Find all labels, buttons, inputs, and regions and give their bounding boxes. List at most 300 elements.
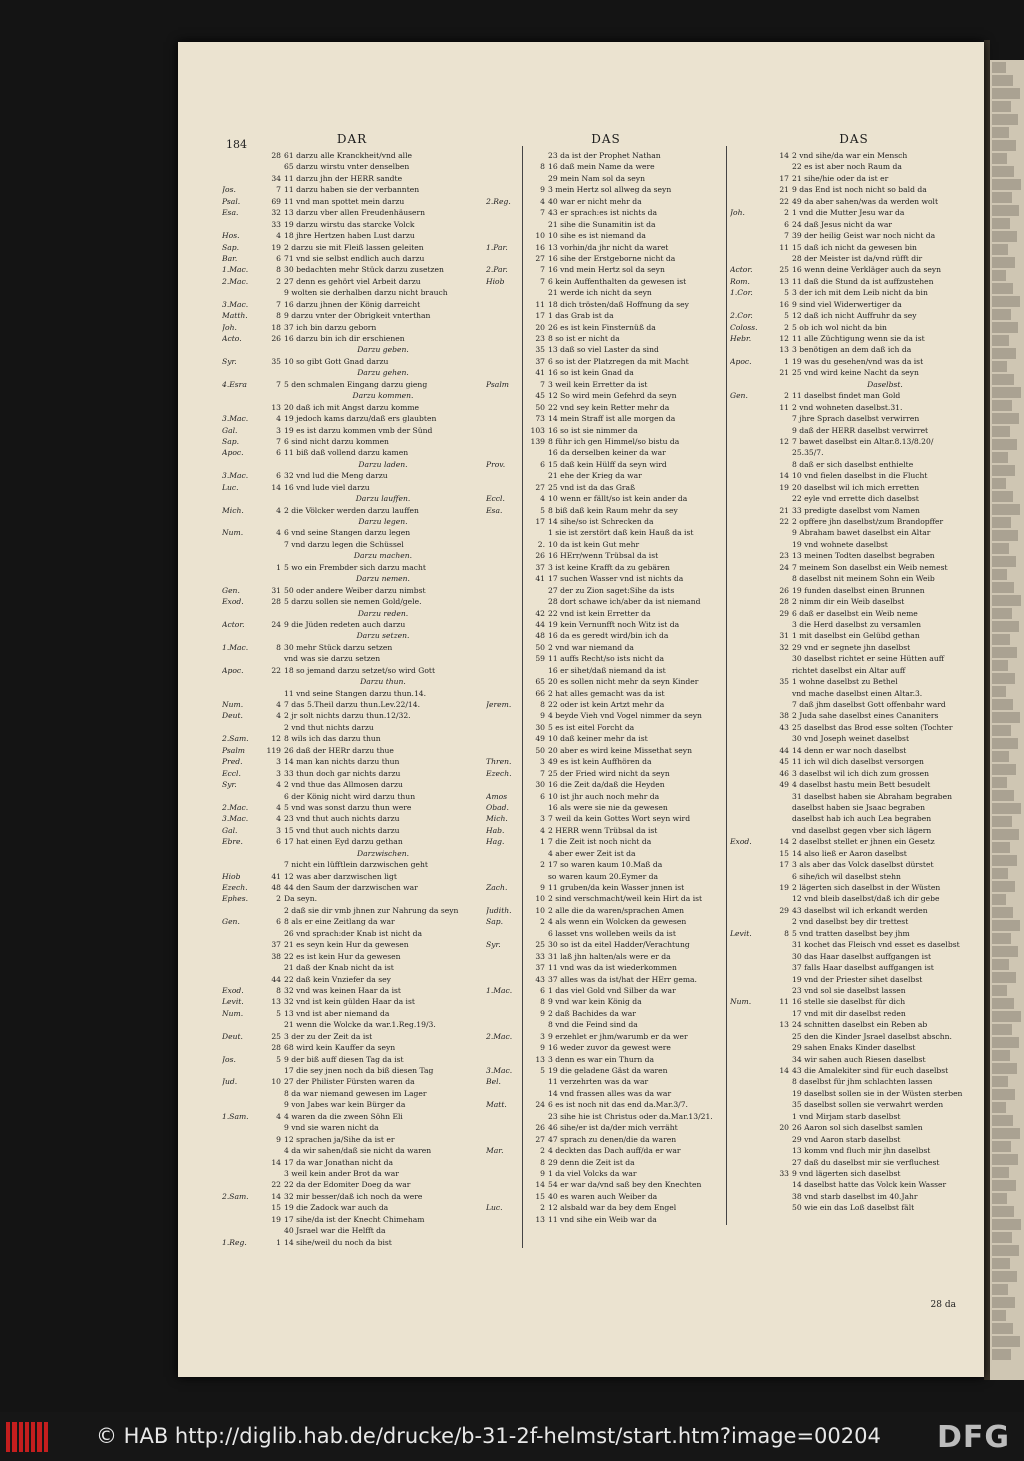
concordance-line (222, 756, 482, 767)
column-header: DAS (839, 132, 869, 146)
concordance-chapter: 6 (276, 471, 281, 481)
concordance-chapter: 35 (271, 356, 281, 366)
concordance-chapter: 5 (784, 311, 789, 321)
concordance-text: 3 weil kein Erretter da ist (548, 379, 648, 389)
concordance-line (486, 951, 726, 962)
concordance-chapter: 13 (779, 1020, 789, 1030)
concordance-book (486, 333, 530, 344)
concordance-chapter: 26 (535, 551, 545, 561)
concordance-chapter: 7 (276, 185, 281, 195)
footer-bar (0, 1412, 1024, 1461)
concordance-line (486, 493, 726, 504)
concordance-book (730, 425, 774, 436)
concordance-line (730, 974, 978, 985)
concordance-book: Judith. (486, 905, 512, 915)
concordance-line (222, 985, 482, 996)
concordance-text: 5 vnd tratten daselbst bey jhm (792, 928, 910, 938)
concordance-text: 17 da war Jonathan nicht da (284, 1157, 394, 1167)
concordance-line (486, 1191, 726, 1202)
concordance-book (486, 390, 530, 401)
concordance-chapter: 4 (540, 494, 545, 504)
concordance-chapter: 8 (540, 700, 545, 709)
concordance-book: Eccl. (486, 494, 505, 504)
concordance-book (486, 642, 530, 653)
concordance-text: Darzwischen. (356, 848, 409, 858)
concordance-text: 24 daß Jesus nicht da war (792, 219, 892, 229)
concordance-chapter: 5 (276, 1054, 281, 1064)
concordance-text: 50 oder andere Weiber darzu nimbst (284, 585, 426, 595)
column-das-2 (730, 132, 978, 1214)
concordance-chapter (530, 287, 548, 298)
concordance-book: 1.Reg. (222, 1237, 247, 1247)
concordance-book: Num. (222, 528, 244, 538)
concordance-chapter (774, 1191, 792, 1202)
concordance-text: 26 es ist kein Finsternüß da (548, 322, 656, 332)
column-dar (222, 132, 482, 1248)
concordance-text: 32 mir besser/daß ich noch da were (284, 1191, 423, 1201)
concordance-book: Acto. (222, 334, 242, 343)
concordance-line (730, 1145, 978, 1156)
concordance-text: 9 vnd lägerten sich daselbst (792, 1168, 901, 1178)
concordance-chapter: 8 (784, 928, 789, 938)
concordance-text: 2 daß sie dir vmb jhnen zur Nahrung da seyn (284, 905, 459, 915)
concordance-line (222, 1145, 482, 1156)
concordance-chapter: 2 (540, 917, 545, 927)
concordance-chapter: 25 (271, 1031, 281, 1041)
concordance-line (486, 699, 726, 710)
concordance-line (486, 1019, 726, 1030)
concordance-book (730, 596, 774, 607)
concordance-line (730, 310, 978, 321)
concordance-line (730, 745, 978, 756)
concordance-text: 31 kochet das Fleisch vnd esset es daselbst (792, 940, 960, 950)
concordance-book (486, 539, 530, 550)
concordance-chapter (774, 253, 792, 264)
concordance-book (222, 562, 266, 573)
concordance-line (222, 196, 482, 207)
concordance-chapter: 38 (271, 951, 281, 961)
concordance-book (486, 1157, 530, 1168)
concordance-chapter: 65 (535, 677, 545, 687)
concordance-text: 3 ist keine Krafft da zu gebären (548, 562, 670, 572)
concordance-line (486, 425, 726, 436)
concordance-chapter: 2 (784, 322, 789, 332)
concordance-book (730, 802, 774, 813)
concordance-book (222, 791, 266, 802)
concordance-line (730, 356, 978, 367)
concordance-chapter (266, 459, 284, 470)
concordance-text: 18 so jemand darzu setzet/so wird Gott (284, 665, 436, 675)
concordance-text: 21 ehe der Krieg da war (548, 471, 642, 481)
concordance-line (730, 928, 978, 939)
concordance-line (730, 699, 978, 710)
dfg-logo: DFG (936, 1420, 1010, 1455)
concordance-chapter (266, 653, 284, 664)
concordance-text: 2 daselbst stellet er jhnen ein Gesetz (792, 837, 935, 847)
concordance-chapter (266, 905, 284, 916)
concordance-book (222, 905, 266, 916)
concordance-chapter (774, 813, 792, 824)
concordance-chapter (266, 573, 284, 584)
concordance-book (730, 1076, 774, 1087)
concordance-text: 40 es waren auch Weiber da (548, 1191, 658, 1201)
concordance-book (486, 1042, 530, 1053)
concordance-book (222, 1168, 266, 1179)
concordance-line (486, 665, 726, 676)
concordance-text: 19 vnd wohnete daselbst (792, 539, 888, 549)
concordance-text: 47 sprach zu denen/die da waren (548, 1134, 677, 1144)
concordance-line (222, 207, 482, 218)
concordance-line (222, 642, 482, 653)
concordance-chapter (266, 287, 284, 298)
concordance-chapter: 66 (535, 688, 545, 698)
concordance-book: Obad. (486, 802, 509, 812)
concordance-book: Apoc. (730, 356, 752, 366)
concordance-line (486, 173, 726, 184)
concordance-text: 8 so ist er nicht da (548, 334, 620, 343)
concordance-book: Hab. (486, 825, 505, 835)
concordance-book (730, 253, 774, 264)
concordance-line (486, 196, 726, 207)
concordance-line (222, 184, 482, 195)
concordance-book (486, 585, 530, 596)
concordance-book: 1.Mac. (486, 985, 513, 995)
concordance-text: 16 darzu bin ich dir erschienen (284, 334, 405, 343)
concordance-chapter (530, 173, 548, 184)
concordance-line (730, 1168, 978, 1179)
concordance-book (730, 447, 774, 458)
concordance-chapter: 103 (530, 425, 545, 435)
concordance-text: 13 daß so viel Laster da sind (548, 345, 659, 355)
concordance-text: 16 wenn deine Verkläger auch da seyn (792, 265, 942, 275)
concordance-text: 16 vnd mein Hertz sol da seyn (548, 265, 665, 275)
concordance-book: Mar. (486, 1146, 504, 1156)
concordance-text: 16 er sihet/daß niemand da ist (548, 665, 666, 675)
concordance-book (222, 1145, 266, 1156)
concordance-text: 43 die Amalekiter sind für euch daselbst (792, 1066, 949, 1075)
concordance-chapter (266, 1065, 284, 1076)
concordance-book: Psalm (486, 379, 509, 389)
concordance-text: daselbst haben sie Jsaac begraben (792, 802, 926, 812)
concordance-chapter: 19 (271, 242, 281, 252)
concordance-chapter: 14 (271, 482, 281, 492)
concordance-text: 9 die Jüden redeten auch darzu (284, 619, 406, 629)
concordance-line (222, 539, 482, 550)
concordance-chapter: 32 (271, 208, 281, 218)
concordance-text: 18 dich trösten/daß Hoffnung da sey (548, 299, 689, 309)
concordance-line (730, 1157, 978, 1168)
concordance-chapter: 8 (540, 997, 545, 1007)
concordance-book (730, 196, 774, 207)
concordance-book: Pred. (222, 757, 243, 767)
concordance-text: 31 daselbst haben sie Abraham begraben (792, 791, 952, 801)
concordance-line (730, 527, 978, 538)
concordance-line (222, 699, 482, 710)
concordance-book: Luc. (486, 1203, 503, 1213)
concordance-book: 3.Mac. (222, 471, 249, 481)
concordance-text: 9 der biß auff diesen Tag da ist (284, 1054, 404, 1064)
concordance-text: 23 da ist der Prophet Nathan (548, 151, 661, 160)
concordance-line (486, 779, 726, 790)
concordance-line (486, 996, 726, 1007)
concordance-line (486, 1054, 726, 1065)
concordance-line (486, 1099, 726, 1110)
concordance-text: 23 vnd thut auch nichts darzu (284, 814, 400, 824)
concordance-line (486, 688, 726, 699)
concordance-line (486, 562, 726, 573)
concordance-text: 6 kein Auffenthalten da gewesen ist (548, 276, 687, 286)
concordance-book (486, 550, 530, 561)
concordance-chapter: 14 (779, 471, 789, 481)
concordance-book (222, 928, 266, 939)
concordance-book (730, 630, 774, 641)
concordance-line (222, 493, 482, 504)
concordance-line (222, 333, 482, 344)
concordance-line (730, 1019, 978, 1030)
concordance-chapter: 14 (535, 1180, 545, 1190)
concordance-book (486, 436, 530, 447)
concordance-chapter: 59 (535, 654, 545, 664)
concordance-line (222, 882, 482, 893)
concordance-chapter: 3 (276, 425, 281, 435)
concordance-chapter: 11 (535, 299, 545, 309)
concordance-text: 21 sihe die Sunamitin ist da (548, 219, 656, 229)
concordance-chapter: 21 (779, 185, 789, 195)
concordance-book (730, 1008, 774, 1019)
concordance-line (222, 1179, 482, 1190)
concordance-chapter: 4 (276, 1111, 281, 1121)
concordance-book (486, 1214, 530, 1225)
concordance-chapter (774, 1008, 792, 1019)
concordance-chapter: 7 (276, 436, 281, 446)
concordance-text: 9 vnd war kein König da (548, 997, 642, 1007)
concordance-line (486, 207, 726, 218)
concordance-chapter (266, 390, 284, 401)
concordance-chapter: 41 (535, 368, 545, 378)
concordance-chapter (774, 688, 792, 699)
concordance-line (730, 562, 978, 573)
concordance-chapter: 28 (779, 597, 789, 607)
concordance-text: 8 wils ich das darzu thun (284, 734, 381, 744)
concordance-chapter: 25 (779, 265, 789, 275)
concordance-chapter: 32 (779, 642, 789, 652)
concordance-chapter (774, 1076, 792, 1087)
concordance-line (486, 1122, 726, 1133)
concordance-book (486, 974, 530, 985)
concordance-chapter (774, 1099, 792, 1110)
concordance-text: daselbst hab ich auch Lea begraben (792, 814, 932, 824)
concordance-chapter (266, 1225, 284, 1236)
concordance-text: 14 man kan nichts darzu thun (284, 757, 400, 767)
concordance-line (486, 939, 726, 950)
concordance-chapter: 3 (276, 825, 281, 835)
concordance-text: 22 da der Edomiter Doeg da war (284, 1180, 411, 1190)
concordance-chapter: 50 (535, 642, 545, 652)
concordance-chapter: 14 (271, 1157, 281, 1167)
concordance-line (730, 688, 978, 699)
concordance-book: Matt. (486, 1100, 507, 1110)
concordance-chapter: 3 (540, 757, 545, 767)
concordance-text: 11 vnd seine Stangen darzu thun.14. (284, 688, 427, 698)
concordance-line (222, 905, 482, 916)
concordance-text: 22 oder ist kein Artzt mehr da (548, 700, 665, 709)
concordance-book (730, 1099, 774, 1110)
concordance-chapter: 8 (276, 265, 281, 275)
concordance-book (222, 1065, 266, 1076)
concordance-book (730, 459, 774, 470)
concordance-book: Gal. (222, 425, 238, 435)
concordance-line (486, 791, 726, 802)
concordance-line (486, 1031, 726, 1042)
concordance-book (486, 859, 530, 870)
concordance-text: 29 vnd Aaron starb daselbst (792, 1134, 901, 1144)
concordance-book: 4.Esra (222, 379, 247, 389)
concordance-line (730, 367, 978, 378)
concordance-text: 4 beyde Vieh vnd Vogel nimmer da seyn (548, 711, 702, 721)
concordance-text: 9 vnd sie waren nicht da (284, 1123, 379, 1133)
concordance-chapter: 41 (535, 574, 545, 584)
concordance-chapter (774, 916, 792, 927)
concordance-book (730, 470, 774, 481)
concordance-text: 49 es ist kein Auffhören da (548, 757, 652, 767)
concordance-text: 43 daselbst wil ich erkandt werden (792, 905, 928, 915)
concordance-book (222, 653, 266, 664)
concordance-book (486, 150, 530, 161)
concordance-text: 25 den die Kinder Jsrael daselbst abschn. (792, 1031, 952, 1041)
concordance-text: 7 jhre Sprach daselbst verwirren (792, 414, 920, 424)
concordance-book (486, 516, 530, 527)
concordance-book (486, 951, 530, 962)
concordance-text: 30 so ist da eitel Hadder/Verachtung (548, 940, 690, 950)
concordance-book: Esa. (486, 505, 503, 515)
concordance-text: 6 sind nicht darzu kommen (284, 436, 389, 446)
concordance-chapter: 12 (779, 334, 789, 343)
concordance-book (730, 1168, 774, 1179)
concordance-text: 33 thun doch gar nichts darzu (284, 768, 401, 778)
concordance-book (730, 219, 774, 230)
concordance-text: 2 opffere jhn daselbst/zum Brandopffer (792, 517, 944, 526)
concordance-chapter (266, 791, 284, 802)
concordance-book (730, 1179, 774, 1190)
concordance-line (486, 527, 726, 538)
concordance-chapter (774, 161, 792, 172)
concordance-line (222, 779, 482, 790)
concordance-book: 2.Sam. (222, 1191, 249, 1201)
concordance-text: 2 vnd thut nichts darzu (284, 722, 374, 732)
concordance-book (486, 344, 530, 355)
concordance-line (222, 1111, 482, 1122)
concordance-book (730, 562, 774, 573)
concordance-line (222, 745, 482, 756)
concordance-chapter: 4 (540, 825, 545, 835)
concordance-line (222, 322, 482, 333)
concordance-line (730, 848, 978, 859)
concordance-text: 16 daß mein Name da were (548, 162, 655, 172)
concordance-line (486, 322, 726, 333)
concordance-chapter (774, 493, 792, 504)
concordance-line (486, 402, 726, 413)
concordance-chapter: 16 (779, 299, 789, 309)
concordance-text: 19 kein Vernunfft noch Witz ist da (548, 619, 680, 629)
concordance-book: Joh. (730, 208, 745, 218)
concordance-line (486, 893, 726, 904)
concordance-text: 27 der zu Zion saget:Sihe da ists (548, 585, 675, 595)
concordance-book: Num. (730, 997, 752, 1007)
concordance-line (486, 710, 726, 721)
concordance-line (730, 630, 978, 641)
concordance-text: 9 erzehlet er jhm/warumb er da wer (548, 1031, 688, 1041)
concordance-text: 2 vnd daselbst bey dir trettest (792, 917, 909, 927)
concordance-line (486, 585, 726, 596)
concordance-chapter (774, 619, 792, 630)
concordance-chapter (774, 573, 792, 584)
concordance-text: 22 es ist kein Hur da gewesen (284, 951, 401, 961)
concordance-chapter: 15 (271, 1203, 281, 1213)
concordance-line (222, 825, 482, 836)
concordance-chapter: 34 (271, 173, 281, 183)
concordance-line (222, 253, 482, 264)
concordance-chapter: 13 (271, 997, 281, 1007)
concordance-book: Amos (486, 791, 508, 801)
copyright-link[interactable]: © HAB http://diglib.hab.de/drucke/b-31-2f-helmst/start.htm?image=00204 (96, 1424, 881, 1448)
concordance-book (486, 996, 530, 1007)
concordance-line (730, 516, 978, 527)
concordance-line (730, 825, 978, 836)
concordance-chapter: 28 (271, 597, 281, 607)
concordance-line (222, 722, 482, 733)
concordance-line (486, 630, 726, 641)
concordance-text: 2 vnd sihe/da war ein Mensch (792, 151, 908, 160)
concordance-book (730, 505, 774, 516)
concordance-line (222, 596, 482, 607)
concordance-text: 6 so ist der Platzregen da mit Macht (548, 356, 689, 366)
concordance-book (222, 1134, 266, 1145)
concordance-chapter: 29 (779, 905, 789, 915)
concordance-line (222, 1042, 482, 1053)
concordance-text: 65 darzu wirstu vnter denselben (284, 162, 410, 172)
concordance-line (222, 287, 482, 298)
concordance-text: 22 daß kein Vnziefer da sey (284, 974, 391, 984)
concordance-chapter: 44 (779, 745, 789, 755)
concordance-text: 3 der zu der Zeit da ist (284, 1031, 373, 1041)
concordance-line (730, 482, 978, 493)
concordance-book: Hiob (222, 871, 241, 881)
concordance-chapter (266, 344, 284, 355)
concordance-line (730, 150, 978, 161)
concordance-book (486, 447, 530, 458)
concordance-book (730, 642, 774, 653)
concordance-line (730, 905, 978, 916)
concordance-chapter: 10 (535, 231, 545, 241)
concordance-chapter: 21 (779, 368, 789, 378)
concordance-book: 1.Par. (486, 242, 508, 252)
concordance-line (222, 344, 482, 355)
concordance-text: 61 darzu alle Kranckheit/vnd alle (284, 151, 413, 160)
concordance-line (730, 1088, 978, 1099)
concordance-chapter: 7 (276, 379, 281, 389)
concordance-line (730, 573, 978, 584)
concordance-book: Ephes. (222, 894, 249, 904)
concordance-line (486, 379, 726, 390)
concordance-chapter: 9 (540, 1043, 545, 1053)
concordance-text: 11 vnd sihe ein Weib war da (548, 1214, 657, 1224)
concordance-book: 3.Mac. (222, 414, 249, 424)
concordance-line (486, 230, 726, 241)
concordance-chapter: 4 (540, 196, 545, 206)
concordance-chapter: 42 (535, 608, 545, 618)
concordance-chapter: 6 (276, 253, 281, 263)
concordance-text: Darzu reden. (357, 608, 409, 618)
